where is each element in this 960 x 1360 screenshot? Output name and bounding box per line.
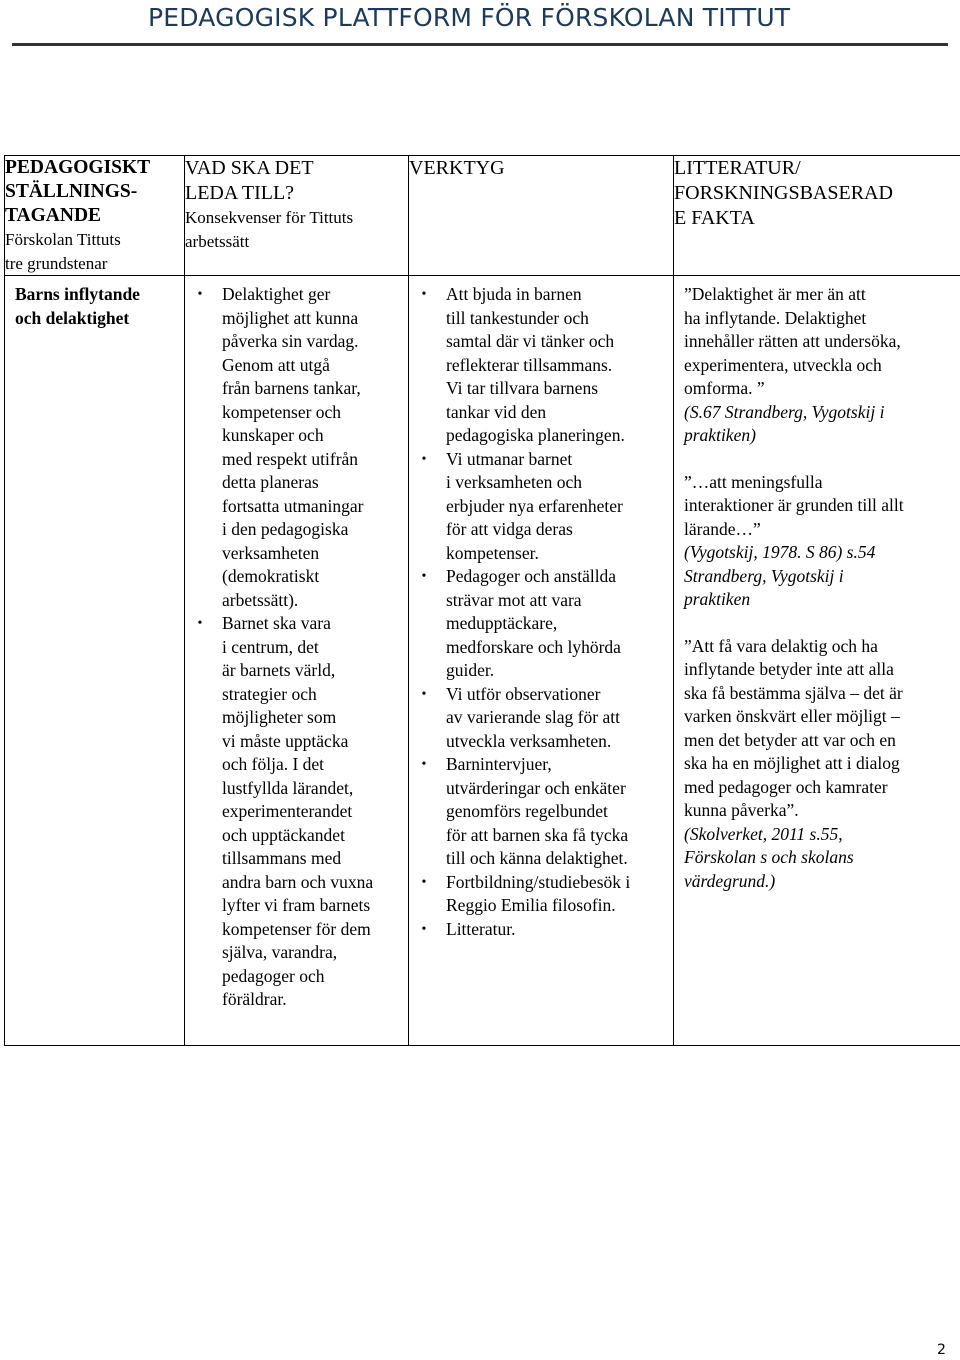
text-line: lustfyllda lärandet, (222, 777, 354, 798)
bullet-icon: • (421, 921, 427, 937)
text-line: med pedagoger och kamrater (684, 776, 888, 797)
bullet-icon: • (421, 451, 427, 467)
text-line: själva, varandra, (222, 942, 338, 962)
list-item (417, 283, 667, 448)
literature-quote-3 (684, 635, 955, 894)
text-line: ”…att meningsfulla (684, 471, 823, 492)
bullet-icon: • (197, 616, 203, 631)
col1-subheading-line: Förskolan Tittuts (5, 230, 121, 249)
list-item (193, 612, 402, 1012)
col4-heading-line: E FAKTA (674, 207, 755, 229)
text-line: ska få bestämma själva – det är (684, 682, 903, 703)
text-line: med respekt utifrån (222, 448, 359, 469)
text-line: tankar vid den (446, 401, 547, 422)
text-line: påverka sin vardag. (222, 331, 359, 351)
bullet-icon: • (421, 569, 427, 584)
col1-heading-line: TAGANDE (5, 205, 102, 226)
col2-subheading-line: Konsekvenser för Tittuts (185, 208, 354, 227)
text-line: Genom att utgå (222, 354, 330, 375)
list-item (417, 918, 667, 942)
table-row-barns-inflytande (5, 276, 960, 1046)
bullet-icon: • (421, 874, 427, 890)
text-line: kompetenser för dem (222, 918, 371, 939)
text-line: pedagoger och (222, 965, 325, 986)
text-line: till tankestunder och (446, 307, 589, 328)
text-line: interaktioner är grunden till allt (684, 495, 904, 515)
quote-text (684, 283, 955, 401)
text-line: medupptäckare, (446, 613, 558, 633)
text-line: (demokratiskt (222, 566, 320, 586)
text-line: Vi utmanar barnet (446, 448, 573, 469)
literature-cell (674, 276, 960, 1046)
text-line: varken önskvärt eller möjligt – (684, 706, 900, 726)
bullet-icon: • (197, 287, 203, 302)
text-line: inflytande betyder inte att alla (684, 659, 894, 679)
text-line: ”Att få vara delaktig och ha (684, 635, 878, 656)
list-item (193, 283, 402, 612)
text-line: och följa. I det (222, 754, 325, 774)
text-line: reflekterar tillsammans. (446, 354, 613, 375)
header-cell-litteratur (674, 156, 960, 276)
quote-citation (684, 401, 955, 448)
text-line: för att barnen ska få tycka (446, 824, 629, 845)
page-header (12, 0, 948, 46)
col3-heading: VERKTYG (409, 157, 505, 179)
page-number: 2 (937, 1342, 946, 1358)
text-line: genomförs regelbundet (446, 801, 608, 821)
text-line: Strandberg, Vygotskij i (684, 565, 844, 586)
text-line: ska ha en möjlighet att i dialog (684, 753, 900, 773)
text-line: tillsammans med (222, 848, 342, 868)
text-line: för att vidga deras (446, 519, 573, 539)
header-cell-vad-ska-det-leda-till (185, 156, 409, 276)
row-label-line: Barns inflytande (15, 284, 140, 304)
text-line: Barnintervjuer, (446, 754, 552, 774)
list-item (417, 565, 667, 683)
col4-heading-line: FORSKNINGSBASERAD (674, 182, 893, 204)
text-line: medforskare och lyhörda (446, 636, 621, 657)
text-line: praktiken) (684, 425, 756, 445)
text-line: innehåller rätten att undersöka, (684, 331, 901, 351)
literature-quote-2 (684, 471, 955, 612)
text-line: praktiken (684, 589, 751, 609)
bullet-icon: • (421, 287, 427, 302)
text-line: ”Delaktighet är mer än att (684, 284, 866, 304)
text-line: möjligheter som (222, 707, 337, 727)
list-item (417, 448, 667, 566)
quote-citation (684, 541, 955, 612)
quote-text (684, 635, 955, 823)
text-line: Barnet ska vara (222, 613, 331, 633)
text-line: pedagogiska planeringen. (446, 425, 625, 445)
text-line: Fortbildning/studiebesök i (446, 871, 631, 892)
text-line: omforma. ” (684, 378, 765, 398)
text-line: lärande…” (684, 518, 761, 539)
literature-quote-1 (684, 283, 955, 448)
header-cell-verktyg (409, 156, 674, 276)
tools-cell (409, 276, 674, 1046)
text-line: Att bjuda in barnen (446, 284, 582, 304)
text-line: Litteratur. (446, 918, 516, 939)
text-line: strävar mot att vara (446, 589, 582, 610)
text-line: utvärderingar och enkäter (446, 777, 626, 798)
text-line: experimentera, utveckla och (684, 354, 882, 375)
text-line: möjlighet att kunna (222, 307, 359, 328)
col1-subheading-line: tre grundstenar (5, 253, 108, 273)
list-item (417, 683, 667, 754)
text-line: erbjuder nya erfarenheter (446, 495, 623, 516)
text-line: är barnets värld, (222, 660, 336, 680)
col1-heading-line: PEDAGOGISKT (5, 157, 151, 178)
col1-heading-line: STÄLLNINGS- (5, 181, 138, 202)
text-line: (S.67 Strandberg, Vygotskij i (684, 401, 885, 422)
text-line: fortsatta utmaningar (222, 495, 364, 516)
platform-table (4, 155, 960, 1046)
text-line: Förskolan s och skolans (684, 847, 854, 867)
text-line: till och känna delaktighet. (446, 848, 628, 868)
table-header-row (5, 156, 960, 276)
text-line: i centrum, det (222, 636, 319, 657)
col2-subheading-line: arbetssätt (185, 231, 250, 251)
text-line: experimenterandet (222, 801, 353, 821)
text-line: kompetenser och (222, 401, 342, 422)
text-line: Vi tar tillvara barnens (446, 378, 599, 398)
text-line: i verksamheten och (446, 472, 583, 492)
text-line: andra barn och vuxna (222, 871, 374, 892)
text-line: kunskaper och (222, 425, 324, 445)
text-line: värdegrund.) (684, 870, 776, 891)
text-line: kunna påverka”. (684, 800, 799, 820)
text-line: från barnens tankar, (222, 378, 361, 398)
text-line: föräldrar. (222, 989, 287, 1009)
text-line: i den pedagogiska (222, 519, 349, 539)
bullet-icon: • (421, 686, 427, 702)
text-line: Vi utför observationer (446, 683, 601, 704)
col4-heading-line: LITTERATUR/ (674, 157, 801, 179)
page-title: PEDAGOGISK PLATTFORM FÖR FÖRSKOLAN TITTUT (148, 3, 791, 32)
text-line: ha inflytande. Delaktighet (684, 307, 867, 328)
text-line: strategier och (222, 683, 317, 704)
text-line: Pedagoger och anställda (446, 566, 617, 586)
row-label-cell (5, 276, 185, 1046)
text-line: lyfter vi fram barnets (222, 895, 371, 915)
consequences-list (193, 283, 402, 1012)
text-line: (Skolverket, 2011 s.55, (684, 823, 843, 844)
text-line: verksamheten (222, 542, 320, 563)
text-line: men det betyder att var och en (684, 729, 896, 750)
list-item (417, 871, 667, 918)
text-line: guider. (446, 660, 495, 680)
col2-heading-line: VAD SKA DET (185, 157, 314, 179)
consequences-cell (185, 276, 409, 1046)
text-line: Delaktighet ger (222, 284, 331, 304)
row-label-line: och delaktighet (15, 307, 130, 328)
text-line: detta planeras (222, 472, 319, 492)
col2-heading-line: LEDA TILL? (185, 182, 295, 204)
bullet-icon: • (421, 757, 427, 772)
text-line: kompetenser. (446, 542, 539, 563)
text-line: av varierande slag för att (446, 707, 620, 727)
quote-text (684, 471, 955, 542)
text-line: arbetssätt). (222, 589, 299, 610)
list-item (417, 753, 667, 871)
text-line: utveckla verksamheten. (446, 730, 612, 751)
text-line: samtal där vi tänker och (446, 331, 615, 351)
text-line: vi måste upptäcka (222, 730, 349, 751)
text-line: (Vygotskij, 1978. S 86) s.54 (684, 542, 876, 562)
header-cell-stallningstagande (5, 156, 185, 276)
quote-citation (684, 823, 955, 894)
text-line: Reggio Emilia filosofin. (446, 895, 616, 915)
text-line: och upptäckandet (222, 824, 345, 845)
tools-list (417, 283, 667, 941)
